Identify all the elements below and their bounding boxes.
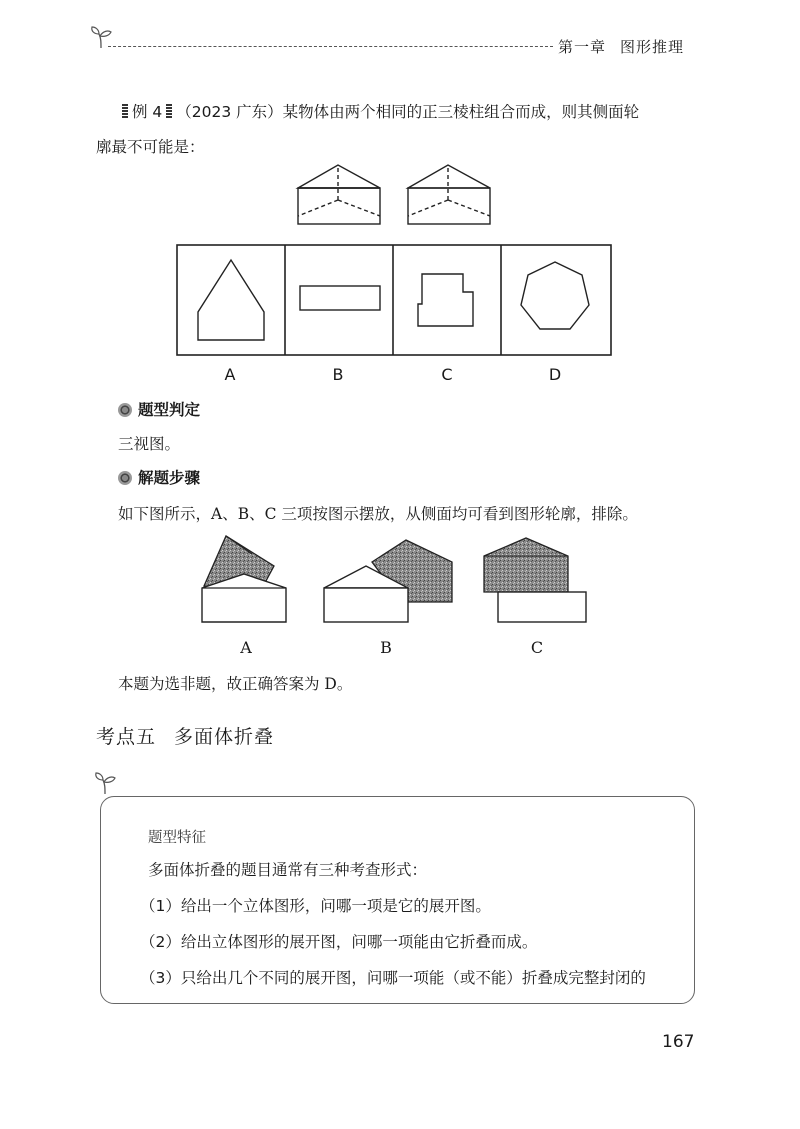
option-d-shape: [521, 262, 589, 329]
options-figure: [176, 244, 612, 356]
page-number: 167: [662, 1032, 695, 1052]
bracket-mark-icon: [166, 104, 172, 119]
bullet-icon: [118, 471, 132, 485]
option-label-b: B: [332, 365, 344, 384]
kaodian-heading: [96, 722, 274, 749]
option-label-c: C: [441, 365, 453, 384]
question-line-1: [118, 100, 639, 124]
section-type-heading: [118, 398, 200, 420]
chapter-title: 图形推理: [620, 38, 685, 56]
feature-box-title: 题型特征: [148, 830, 206, 846]
option-label-d: D: [548, 365, 562, 384]
question-line-2: 廓最不可能是：: [96, 138, 205, 156]
option-a-shape: [198, 260, 264, 340]
option-c-shape: [418, 274, 473, 326]
feature-line-1: 多面体折叠的题目通常有三种考查形式：: [148, 861, 428, 879]
prism-right: [408, 165, 490, 224]
section-type-text: 三视图。: [118, 435, 181, 453]
solution-label-c: C: [530, 638, 544, 657]
solution-c: [484, 538, 586, 622]
chapter-label: 第一章: [558, 38, 607, 56]
question-stem: （2023 广东）某物体由两个相同的正三棱柱组合而成，则其侧面轮: [176, 103, 640, 121]
bullet-icon: [118, 403, 132, 417]
question-label: 例 4: [132, 103, 163, 121]
solution-label-a: A: [240, 638, 252, 657]
section-steps-heading: [118, 466, 200, 488]
feature-line-2: （1）给出一个立体图形，问哪一项是它的展开图。: [140, 897, 491, 915]
solution-b: [324, 540, 452, 622]
prism-pair-figure: [290, 160, 500, 230]
section-type-title: 题型判定: [138, 401, 201, 419]
solution-a: [202, 536, 286, 622]
prism-left: [298, 165, 380, 224]
kaodian-label: 考点五: [96, 726, 157, 748]
bracket-mark-icon: [122, 104, 128, 119]
sprout-icon: [92, 770, 118, 796]
option-label-a: A: [224, 365, 236, 384]
running-header: [558, 36, 684, 57]
conclusion-text: 本题为选非题，故正确答案为 D。: [118, 675, 353, 693]
section-steps-text: 如下图所示，A、B、C 三项按图示摆放，从侧面均可看到图形轮廓，排除。: [118, 505, 638, 523]
kaodian-title: 多面体折叠: [174, 726, 275, 748]
solution-figure: [196, 532, 596, 634]
feature-line-4: （3）只给出几个不同的展开图，问哪一项能（或不能）折叠成完整封闭的: [140, 969, 646, 987]
section-steps-title: 解题步骤: [138, 469, 201, 487]
option-b-shape: [300, 286, 380, 310]
feature-line-3: （2）给出立体图形的展开图，问哪一项能由它折叠而成。: [140, 933, 538, 951]
solution-label-b: B: [380, 638, 392, 657]
header-rule: [108, 46, 553, 47]
